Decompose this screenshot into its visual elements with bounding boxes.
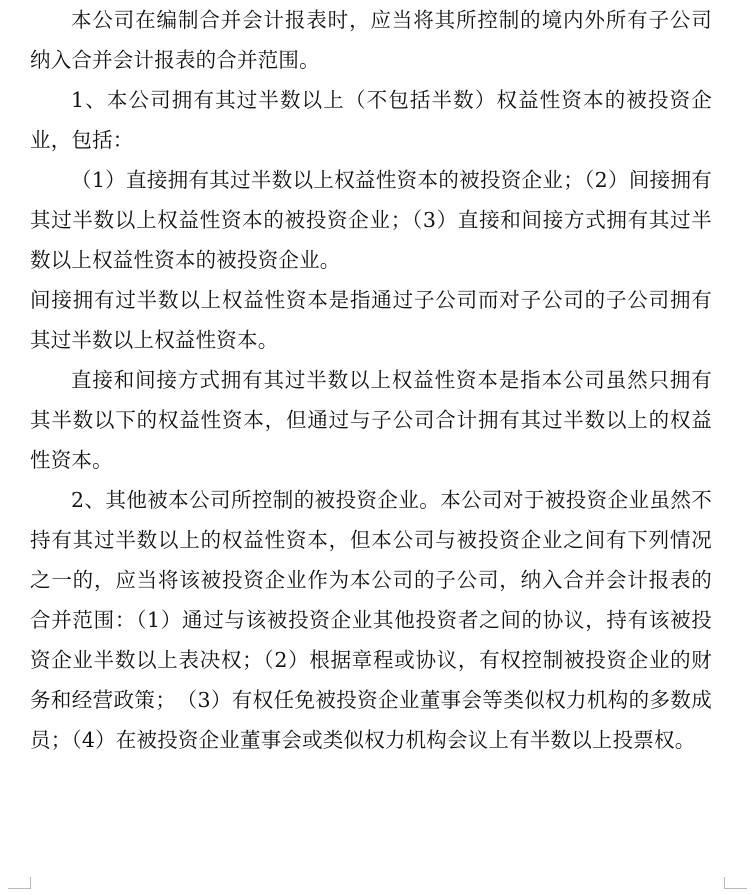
paragraph-2: 1、本公司拥有其过半数以上（不包括半数）权益性资本的被投资企业，包括： [30, 88, 712, 152]
paragraph-5: 直接和间接方式拥有其过半数以上权益性资本是指本公司虽然只拥有其半数以下的权益性资本，但通过与子公司合计拥有其过半数以上的权益性资本。 [30, 368, 712, 472]
text-boundary-mark-bottom-right [724, 877, 747, 889]
document-body [30, 0, 712, 760]
paragraph-1: 本公司在编制合并会计报表时，应当将其所控制的境内外所有子公司纳入合并会计报表的合并范围。 [30, 8, 712, 72]
paragraph-3: （1）直接拥有其过半数以上权益性资本的被投资企业；（2）间接拥有其过半数以上权益性资本的被投资企业；（3）直接和间接方式拥有其过半数以上权益性资本的被投资企业。 [30, 168, 712, 272]
scan-artifact [18, 870, 27, 877]
paragraph-4: 间接拥有过半数以上权益性资本是指通过子公司而对子公司的子公司拥有其过半数以上权益性资本。 [30, 288, 712, 352]
paragraph-6: 2、其他被本公司所控制的被投资企业。本公司对于被投资企业虽然不持有其过半数以上的权益性资本，但本公司与被投资企业之间有下列情况之一的，应当将该被投资企业作为本公司的子公司，纳入合并会计报表的合并范围：（1）通过与该被投资企业其他投资者之间的协议，持有该被投资企业半数以上表决权；（2）根据章程或协议，有权控制被投资企业的财务和经营政策； （3）有权任免被投资企业董事会等类似权力机构的多数成员；（4）在被投资企业董事会或类似权力机构会议上有半数以上投票权。 [30, 488, 712, 752]
text-boundary-mark-bottom-left [8, 877, 31, 889]
